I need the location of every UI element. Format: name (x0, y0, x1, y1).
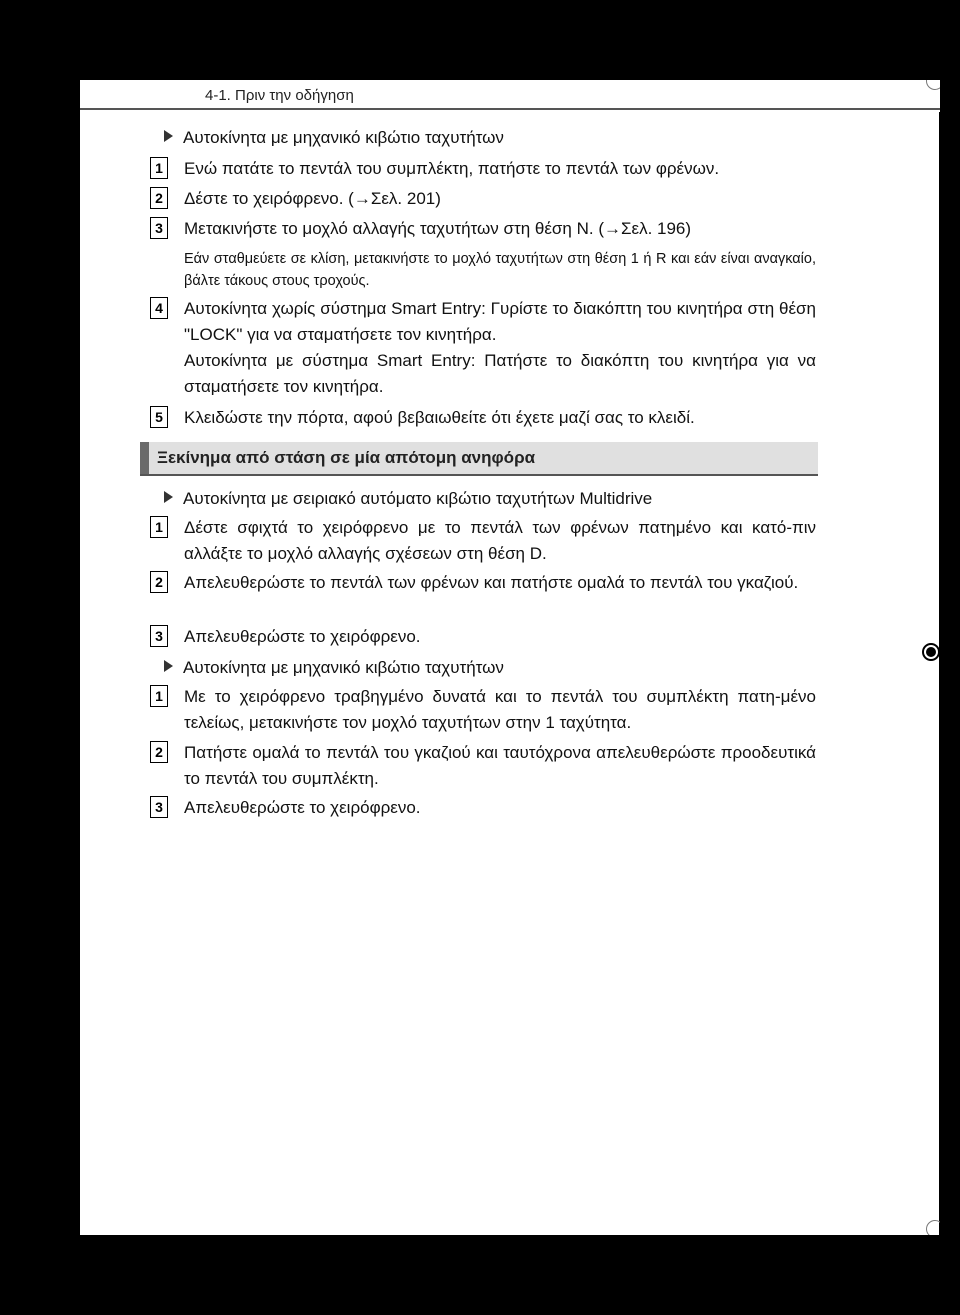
subheading-multidrive: Αυτοκίνητα με σειριακό αυτόματο κιβώτιο ταχυτήτων Multidrive (164, 486, 652, 512)
step-number: 3 (150, 625, 168, 647)
crop-mark-icon (926, 1220, 940, 1235)
triangle-bullet-icon (164, 491, 173, 503)
step-number: 4 (150, 297, 168, 319)
step-number: 2 (150, 741, 168, 763)
triangle-bullet-icon (164, 130, 173, 142)
step-text: Απελευθερώστε το χειρόφρενο. (184, 627, 421, 646)
step-number: 2 (150, 187, 168, 209)
step-text: Μετακινήστε το μοχλό αλλαγής ταχυτήτων στη θέση N. (→Σελ. 196) (184, 219, 692, 238)
step-text: Ενώ πατάτε το πεντάλ του συμπλέκτη, πατήστε το πεντάλ των φρένων. (184, 159, 720, 178)
margin-line (939, 112, 940, 1235)
step-text: Με το χειρόφρενο τραβηγμένο δυνατά και το πεντάλ του συμπλέκτη πατη-μένο τελείως, μετακινήστε τον μοχλό ταχυτήτων στην 1 ταχύτητα. (184, 687, 816, 732)
step-number: 1 (150, 685, 168, 707)
registration-mark-icon (922, 643, 940, 661)
step-text: Πατήστε ομαλά το πεντάλ του γκαζιού και ταυτόχρονα απελευθερώστε προοδευτικά το πεντάλ του συμπλέκτη. (184, 743, 816, 788)
step-number: 3 (150, 217, 168, 239)
subheading-manual-2: Αυτοκίνητα με μηχανικό κιβώτιο ταχυτήτων (164, 655, 504, 681)
step-text: Κλειδώστε την πόρτα, αφού βεβαιωθείτε ότι έχετε μαζί σας το κλειδί. (184, 408, 695, 427)
step-text: Αυτοκίνητα χωρίς σύστημα Smart Entry: Γυρίστε το διακόπτη του κινητήρα στη θέση "LOCK" για να σταματήσετε τον κινητήρα. (184, 299, 816, 344)
manual-page (80, 80, 940, 1235)
step-text: Δέστε σφιχτά το χειρόφρενο με το πεντάλ των φρένων πατημένο και κατό-πιν αλλάξτε το μοχλό αλλαγής σχέσεων στη θέση D. (184, 518, 816, 563)
section-bar (140, 442, 149, 474)
step-number: 2 (150, 571, 168, 593)
parking-note: Εάν σταθμεύετε σε κλίση, μετακινήστε το μοχλό ταχυτήτων στη θέση 1 ή R και εάν είναι αναγκαίο, βάλτε τάκους στους τροχούς. (184, 251, 816, 289)
step-text: Δέστε το χειρόφρενο. (→Σελ. 201) (184, 189, 441, 208)
step-number: 1 (150, 157, 168, 179)
page-header (80, 80, 940, 110)
step-text: Απελευθερώστε το χειρόφρενο. (184, 798, 421, 817)
section-header (140, 442, 818, 476)
section-title: Ξεκίνημα από στάση σε μία απότομη ανηφόρα (157, 448, 536, 467)
step-number: 5 (150, 406, 168, 428)
step-text-smart-entry: Αυτοκίνητα με σύστημα Smart Entry: Πατήστε το διακόπτη του κινητήρα για να σταματήσετε τον κινητήρα. (184, 351, 816, 396)
step-number: 3 (150, 796, 168, 818)
subheading-manual: Αυτοκίνητα με μηχανικό κιβώτιο ταχυτήτων (164, 125, 504, 151)
header-title: 4-1. Πριν την οδήγηση (205, 87, 354, 104)
step-number: 1 (150, 516, 168, 538)
step-text: Απελευθερώστε το πεντάλ των φρένων και πατήστε ομαλά το πεντάλ του γκαζιού. (184, 573, 799, 592)
triangle-bullet-icon (164, 660, 173, 672)
